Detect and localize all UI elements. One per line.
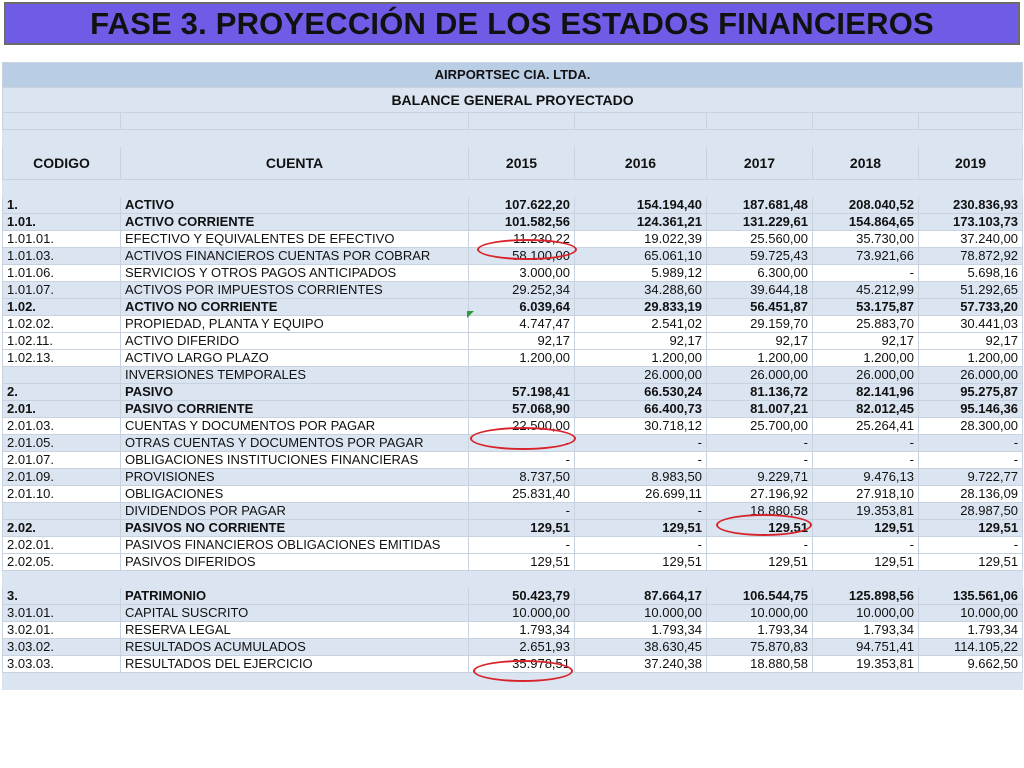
account-cell: PASIVO: [121, 384, 469, 401]
value-cell: 26.000,00: [919, 367, 1023, 384]
table-row: [3, 605, 1023, 622]
value-cell: 19.353,81: [813, 503, 919, 520]
value-cell: 92,17: [575, 333, 707, 350]
value-cell: 10.000,00: [469, 605, 575, 622]
account-cell: ACTIVO NO CORRIENTE: [121, 299, 469, 316]
value-cell: 106.544,75: [707, 588, 813, 605]
code-cell: 2.01.07.: [3, 452, 121, 469]
account-cell: PATRIMONIO: [121, 588, 469, 605]
code-cell: 1.: [3, 197, 121, 214]
value-cell: -: [813, 537, 919, 554]
code-cell: 3.03.02.: [3, 639, 121, 656]
value-cell: 30.441,03: [919, 316, 1023, 333]
value-cell: 26.699,11: [575, 486, 707, 503]
code-cell: 1.01.: [3, 214, 121, 231]
value-cell: 1.200,00: [919, 350, 1023, 367]
header-2018: 2018: [813, 147, 919, 180]
value-cell: 1.793,34: [707, 622, 813, 639]
value-cell: 124.361,21: [575, 214, 707, 231]
value-cell: 35.730,00: [813, 231, 919, 248]
value-cell: 10.000,00: [919, 605, 1023, 622]
table-row: [3, 452, 1023, 469]
code-cell: 2.01.09.: [3, 469, 121, 486]
value-cell: 56.451,87: [707, 299, 813, 316]
value-cell: 66.400,73: [575, 401, 707, 418]
value-cell: 19.022,39: [575, 231, 707, 248]
code-cell: 2.01.10.: [3, 486, 121, 503]
code-cell: 3.01.01.: [3, 605, 121, 622]
value-cell: 8.737,50: [469, 469, 575, 486]
table-row: [3, 282, 1023, 299]
value-cell: 37.240,00: [919, 231, 1023, 248]
account-cell: OBLIGACIONES INSTITUCIONES FINANCIERAS: [121, 452, 469, 469]
value-cell: 5.698,16: [919, 265, 1023, 282]
header-2017: 2017: [707, 147, 813, 180]
value-cell: 57.198,41: [469, 384, 575, 401]
code-cell: [3, 503, 121, 520]
code-cell: 3.02.01.: [3, 622, 121, 639]
account-cell: RESULTADOS ACUMULADOS: [121, 639, 469, 656]
value-cell: 92,17: [813, 333, 919, 350]
table-row: [3, 503, 1023, 520]
value-cell: -: [575, 452, 707, 469]
value-cell: -: [707, 435, 813, 452]
value-cell: 58.100,00: [469, 248, 575, 265]
value-cell: 19.353,81: [813, 656, 919, 673]
table-row: [3, 197, 1023, 214]
account-cell: PASIVOS DIFERIDOS: [121, 554, 469, 571]
value-cell: 131.229,61: [707, 214, 813, 231]
value-cell: -: [919, 537, 1023, 554]
table-row: [3, 418, 1023, 435]
code-cell: 2.02.05.: [3, 554, 121, 571]
value-cell: 10.000,00: [575, 605, 707, 622]
value-cell: -: [575, 537, 707, 554]
comment-marker-icon: [467, 311, 474, 318]
code-cell: 2.: [3, 384, 121, 401]
value-cell: 1.200,00: [707, 350, 813, 367]
value-cell: 129,51: [813, 520, 919, 537]
value-cell: 2.651,93: [469, 639, 575, 656]
value-cell: 1.200,00: [813, 350, 919, 367]
header-2019: 2019: [919, 147, 1023, 180]
code-cell: 1.02.02.: [3, 316, 121, 333]
value-cell: 208.040,52: [813, 197, 919, 214]
account-cell: DIVIDENDOS POR PAGAR: [121, 503, 469, 520]
value-cell: 114.105,22: [919, 639, 1023, 656]
value-cell: 129,51: [707, 554, 813, 571]
account-cell: PROPIEDAD, PLANTA Y EQUIPO: [121, 316, 469, 333]
account-cell: OTRAS CUENTAS Y DOCUMENTOS POR PAGAR: [121, 435, 469, 452]
value-cell: 11.230,22: [469, 231, 575, 248]
spacer-row: [3, 673, 1023, 690]
header-row: [3, 147, 1023, 180]
value-cell: 92,17: [919, 333, 1023, 350]
value-cell: 18.880,58: [707, 656, 813, 673]
value-cell: 129,51: [469, 554, 575, 571]
value-cell: 57.733,20: [919, 299, 1023, 316]
value-cell: 3.000,00: [469, 265, 575, 282]
value-cell: -: [813, 452, 919, 469]
table-row: [3, 656, 1023, 673]
value-cell: 78.872,92: [919, 248, 1023, 265]
value-cell: 8.983,50: [575, 469, 707, 486]
value-cell: 1.200,00: [469, 350, 575, 367]
table-row: [3, 469, 1023, 486]
value-cell: 87.664,17: [575, 588, 707, 605]
spacer-row: [3, 571, 1023, 588]
spacer-row: [3, 180, 1023, 197]
code-cell: 2.01.03.: [3, 418, 121, 435]
header-codigo: CODIGO: [3, 147, 121, 180]
value-cell: 125.898,56: [813, 588, 919, 605]
value-cell: 129,51: [575, 554, 707, 571]
blank-row: [3, 113, 1023, 130]
value-cell: 107.622,20: [469, 197, 575, 214]
value-cell: 25.264,41: [813, 418, 919, 435]
value-cell: 26.000,00: [575, 367, 707, 384]
table-row: [3, 639, 1023, 656]
value-cell: 28.987,50: [919, 503, 1023, 520]
balance-table: [2, 62, 1023, 690]
table-row: [3, 248, 1023, 265]
account-cell: CUENTAS Y DOCUMENTOS POR PAGAR: [121, 418, 469, 435]
value-cell: 129,51: [469, 520, 575, 537]
table-row: [3, 537, 1023, 554]
value-cell: 129,51: [813, 554, 919, 571]
account-cell: INVERSIONES TEMPORALES: [121, 367, 469, 384]
account-cell: RESULTADOS DEL EJERCICIO: [121, 656, 469, 673]
code-cell: 2.01.05.: [3, 435, 121, 452]
account-cell: ACTIVOS FINANCIEROS CUENTAS POR COBRAR: [121, 248, 469, 265]
value-cell: 51.292,65: [919, 282, 1023, 299]
value-cell: 59.725,43: [707, 248, 813, 265]
code-cell: 2.01.: [3, 401, 121, 418]
value-cell: 53.175,87: [813, 299, 919, 316]
value-cell: 30.718,12: [575, 418, 707, 435]
code-cell: 1.02.: [3, 299, 121, 316]
account-cell: ACTIVO CORRIENTE: [121, 214, 469, 231]
value-cell: 29.159,70: [707, 316, 813, 333]
code-cell: 2.02.: [3, 520, 121, 537]
value-cell: 92,17: [707, 333, 813, 350]
table-row: [3, 520, 1023, 537]
table-row: [3, 554, 1023, 571]
value-cell: [469, 367, 575, 384]
table-row: [3, 384, 1023, 401]
value-cell: 65.061,10: [575, 248, 707, 265]
account-cell: EFECTIVO Y EQUIVALENTES DE EFECTIVO: [121, 231, 469, 248]
value-cell: 9.722,77: [919, 469, 1023, 486]
value-cell: 73.921,66: [813, 248, 919, 265]
table-row: [3, 350, 1023, 367]
code-cell: 1.01.06.: [3, 265, 121, 282]
value-cell: 25.560,00: [707, 231, 813, 248]
value-cell: 129,51: [575, 520, 707, 537]
value-cell: 57.068,90: [469, 401, 575, 418]
value-cell: 95.275,87: [919, 384, 1023, 401]
value-cell: 135.561,06: [919, 588, 1023, 605]
account-cell: ACTIVO: [121, 197, 469, 214]
value-cell: 95.146,36: [919, 401, 1023, 418]
value-cell: 82.141,96: [813, 384, 919, 401]
account-cell: RESERVA LEGAL: [121, 622, 469, 639]
table-row: [3, 401, 1023, 418]
value-cell: 26.000,00: [707, 367, 813, 384]
table-row: [3, 265, 1023, 282]
spacer-row: [3, 130, 1023, 147]
value-cell: -: [469, 452, 575, 469]
value-cell: 35.978,51: [469, 656, 575, 673]
value-cell: 154.194,40: [575, 197, 707, 214]
value-cell: 230.836,93: [919, 197, 1023, 214]
value-cell: 1.793,34: [469, 622, 575, 639]
code-cell: 1.01.03.: [3, 248, 121, 265]
value-cell: -: [469, 435, 575, 452]
table-row: [3, 435, 1023, 452]
value-cell: 173.103,73: [919, 214, 1023, 231]
code-cell: 2.02.01.: [3, 537, 121, 554]
value-cell: 38.630,45: [575, 639, 707, 656]
value-cell: 4.747,47: [469, 316, 575, 333]
code-cell: 3.03.03.: [3, 656, 121, 673]
report-title: BALANCE GENERAL PROYECTADO: [3, 88, 1023, 113]
account-cell: PASIVOS NO CORRIENTE: [121, 520, 469, 537]
value-cell: 94.751,41: [813, 639, 919, 656]
value-cell: 2.541,02: [575, 316, 707, 333]
value-cell: 1.793,34: [919, 622, 1023, 639]
table-row: [3, 214, 1023, 231]
value-cell: 101.582,56: [469, 214, 575, 231]
code-cell: 1.01.07.: [3, 282, 121, 299]
value-cell: 27.196,92: [707, 486, 813, 503]
slide-title-banner: [4, 2, 1020, 45]
value-cell: 154.864,65: [813, 214, 919, 231]
value-cell: 50.423,79: [469, 588, 575, 605]
table-row: [3, 333, 1023, 350]
value-cell: 39.644,18: [707, 282, 813, 299]
value-cell: 6.039,64: [469, 299, 575, 316]
value-cell: -: [813, 435, 919, 452]
value-cell: -: [813, 265, 919, 282]
value-cell: -: [919, 452, 1023, 469]
value-cell: 129,51: [707, 520, 813, 537]
account-cell: ACTIVO DIFERIDO: [121, 333, 469, 350]
value-cell: 37.240,38: [575, 656, 707, 673]
slide-title: FASE 3. PROYECCIÓN DE LOS ESTADOS FINANCIEROS: [90, 5, 934, 41]
value-cell: 92,17: [469, 333, 575, 350]
value-cell: 1.793,34: [575, 622, 707, 639]
value-cell: 25.883,70: [813, 316, 919, 333]
company-name: AIRPORTSEC CIA. LTDA.: [3, 63, 1023, 88]
table-row: [3, 622, 1023, 639]
value-cell: 25.700,00: [707, 418, 813, 435]
report-title-row: [3, 88, 1023, 113]
code-cell: 1.02.13.: [3, 350, 121, 367]
value-cell: 66.530,24: [575, 384, 707, 401]
account-cell: OBLIGACIONES: [121, 486, 469, 503]
account-cell: PASIVO CORRIENTE: [121, 401, 469, 418]
table-row: [3, 316, 1023, 333]
code-cell: 1.02.11.: [3, 333, 121, 350]
company-row: [3, 63, 1023, 88]
value-cell: 129,51: [919, 520, 1023, 537]
value-cell: 22.500,00: [469, 418, 575, 435]
table-row: [3, 367, 1023, 384]
value-cell: 81.007,21: [707, 401, 813, 418]
value-cell: -: [707, 537, 813, 554]
value-cell: 9.229,71: [707, 469, 813, 486]
table-row: [3, 231, 1023, 248]
table-row: [3, 588, 1023, 605]
value-cell: 1.793,34: [813, 622, 919, 639]
code-cell: 3.: [3, 588, 121, 605]
value-cell: 10.000,00: [707, 605, 813, 622]
code-cell: 1.01.01.: [3, 231, 121, 248]
account-cell: ACTIVOS POR IMPUESTOS CORRIENTES: [121, 282, 469, 299]
value-cell: 45.212,99: [813, 282, 919, 299]
value-cell: 18.880,58: [707, 503, 813, 520]
value-cell: 26.000,00: [813, 367, 919, 384]
value-cell: 129,51: [919, 554, 1023, 571]
value-cell: 34.288,60: [575, 282, 707, 299]
table-row: [3, 486, 1023, 503]
value-cell: 9.476,13: [813, 469, 919, 486]
account-cell: PROVISIONES: [121, 469, 469, 486]
code-cell: [3, 367, 121, 384]
value-cell: -: [469, 503, 575, 520]
account-cell: SERVICIOS Y OTROS PAGOS ANTICIPADOS: [121, 265, 469, 282]
value-cell: 28.136,09: [919, 486, 1023, 503]
value-cell: 187.681,48: [707, 197, 813, 214]
account-cell: CAPITAL SUSCRITO: [121, 605, 469, 622]
value-cell: -: [919, 435, 1023, 452]
value-cell: 29.252,34: [469, 282, 575, 299]
value-cell: 10.000,00: [813, 605, 919, 622]
value-cell: 5.989,12: [575, 265, 707, 282]
header-2016: 2016: [575, 147, 707, 180]
value-cell: 75.870,83: [707, 639, 813, 656]
value-cell: -: [707, 452, 813, 469]
value-cell: -: [575, 435, 707, 452]
table-row: [3, 299, 1023, 316]
value-cell: 1.200,00: [575, 350, 707, 367]
value-cell: 25.831,40: [469, 486, 575, 503]
value-cell: 9.662,50: [919, 656, 1023, 673]
value-cell: -: [575, 503, 707, 520]
value-cell: 29.833,19: [575, 299, 707, 316]
value-cell: 82.012,45: [813, 401, 919, 418]
account-cell: ACTIVO LARGO PLAZO: [121, 350, 469, 367]
header-2015: 2015: [469, 147, 575, 180]
value-cell: 81.136,72: [707, 384, 813, 401]
account-cell: PASIVOS FINANCIEROS OBLIGACIONES EMITIDAS: [121, 537, 469, 554]
balance-sheet: [2, 62, 1022, 690]
header-cuenta: CUENTA: [121, 147, 469, 180]
value-cell: 28.300,00: [919, 418, 1023, 435]
value-cell: 6.300,00: [707, 265, 813, 282]
value-cell: -: [469, 537, 575, 554]
value-cell: 27.918,10: [813, 486, 919, 503]
